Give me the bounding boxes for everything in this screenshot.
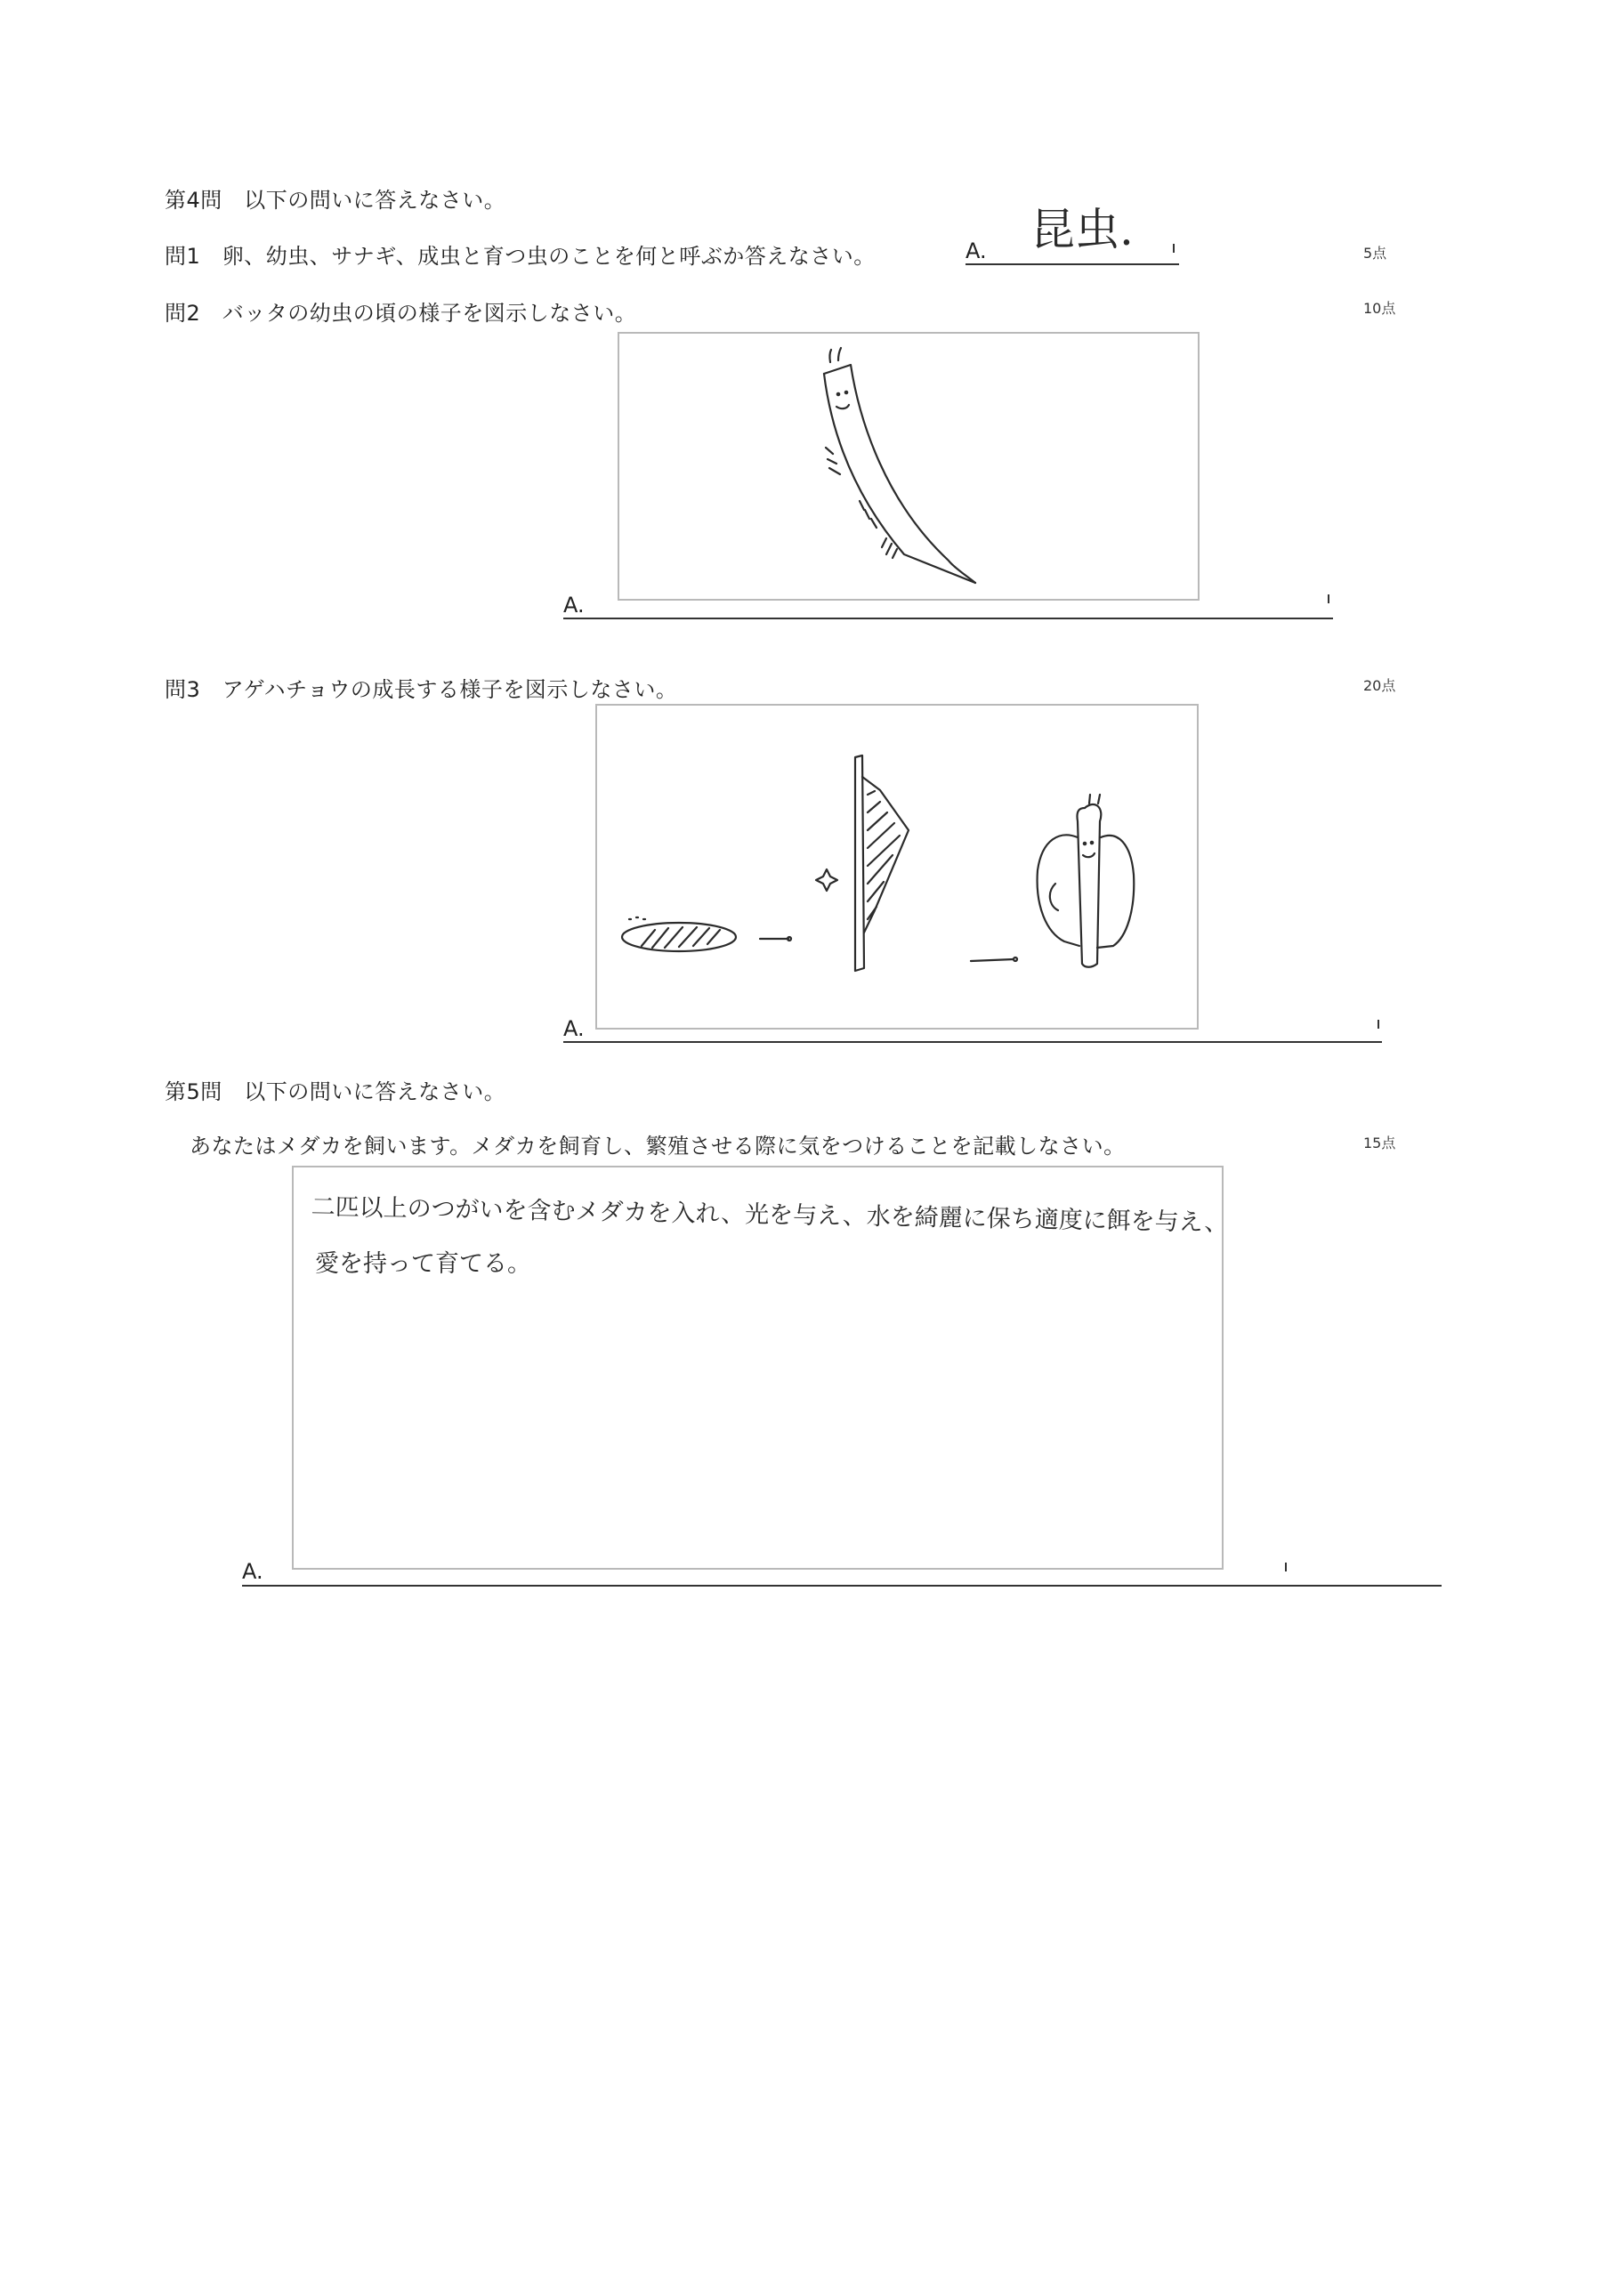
- section5-points: 15点: [1363, 1135, 1396, 1151]
- q1-answer-line: [966, 263, 1179, 265]
- section5-answer-tick: [1285, 1563, 1287, 1571]
- section5-answer-box[interactable]: [292, 1166, 1229, 1570]
- q3-answer-line: [563, 1041, 1382, 1043]
- q2-answer-line: [563, 618, 1333, 619]
- q3-answer-tick: [1378, 1020, 1379, 1029]
- q2-drawing-box[interactable]: [618, 332, 1200, 601]
- grasshopper-larva-drawing: [619, 334, 1201, 602]
- q3-answer-label: A.: [563, 1016, 585, 1041]
- q1-text: 問1 卵、幼虫、サナギ、成虫と育つ虫のことを何と呼ぶか答えなさい。: [165, 244, 876, 269]
- section5-heading: 第5問 以下の問いに答えなさい。: [165, 1079, 506, 1104]
- q3-text: 問3 アゲハチョウの成長する様子を図示しなさい。: [165, 677, 678, 702]
- section5-answer-label: A.: [242, 1559, 263, 1584]
- q2-answer-label: A.: [563, 593, 585, 618]
- q1-answer-label: A.: [966, 238, 987, 263]
- q3-points: 20点: [1363, 677, 1396, 694]
- q2-answer-tick: [1328, 594, 1329, 603]
- q2-points: 10点: [1363, 300, 1396, 317]
- section4-heading: 第4問 以下の問いに答えなさい。: [165, 188, 506, 213]
- section5-handwritten-line2: 愛を持って育てる。: [315, 1250, 531, 1278]
- section5-question: あなたはメダカを飼います。メダカを飼育し、繁殖させる際に気をつけることを記載しなさい。: [190, 1134, 1126, 1159]
- q1-answer-tick: [1173, 244, 1175, 253]
- section5-handwritten-line1: 二匹以上のつがいを含むメダカを入れ、光を与え、水を綺麗に保ち適度に餌を与え、: [311, 1192, 1229, 1237]
- q3-drawing-box[interactable]: [595, 704, 1199, 1030]
- swallowtail-growth-drawing: [597, 706, 1200, 1031]
- section5-answer-line: [242, 1585, 1442, 1587]
- q1-points: 5点: [1363, 245, 1387, 262]
- q2-text: 問2 バッタの幼虫の頃の様子を図示しなさい。: [165, 301, 637, 326]
- q1-handwritten-answer: 昆虫.: [1030, 204, 1134, 255]
